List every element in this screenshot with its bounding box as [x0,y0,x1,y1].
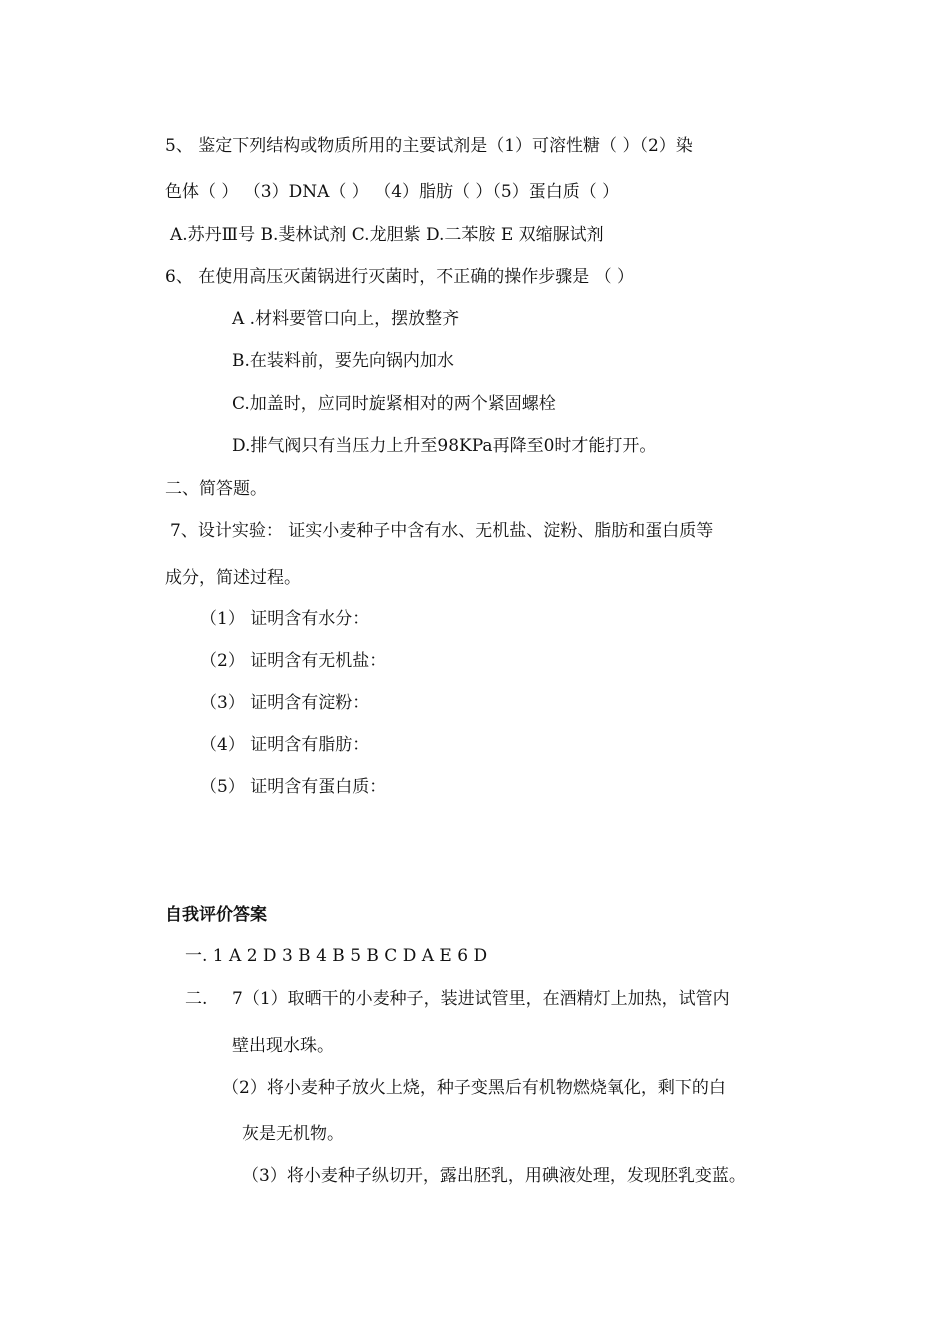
q7-item-1: （1） 证明含有水分： [200,609,370,629]
section-heading-short-answer: 二、简答题。 [165,479,267,499]
q6-option-d: D.排气阀只有当压力上升至98KPa再降至0时才能打开。 [232,436,657,456]
answers-part-2-label: 二. [185,989,208,1009]
answer-7-2-line-2: 灰是无机物。 [242,1124,344,1144]
q7-item-5: （5） 证明含有蛋白质： [200,777,387,797]
answer-7-1-line-1: 7（1）取晒干的小麦种子，装进试管里，在酒精灯上加热，试管内 [232,989,730,1009]
q5-line-2: 色体（ ） （3）DNA（ ） （4）脂肪（ ）（5）蛋白质（ ） [165,182,620,202]
q7-line-2: 成分，简述过程。 [165,568,301,588]
q7-item-2: （2） 证明含有无机盐： [200,651,387,671]
q7-line-1: 7、设计实验： 证实小麦种子中含有水、无机盐、淀粉、脂肪和蛋白质等 [170,521,714,541]
answer-7-1-line-2: 壁出现水珠。 [232,1036,334,1056]
q6-option-a: A .材料要管口向上，摆放整齐 [232,309,460,329]
q7-item-3: （3） 证明含有淀粉： [200,693,370,713]
q5-options: A.苏丹Ⅲ号 B.斐林试剂 C.龙胆紫 D.二苯胺 E 双缩脲试剂 [170,225,604,245]
answers-heading: 自我评价答案 [165,905,267,925]
q6-stem: 6、 在使用高压灭菌锅进行灭菌时，不正确的操作步骤是 （ ） [165,267,635,287]
q7-item-4: （4） 证明含有脂肪： [200,735,370,755]
answer-7-3-line-1: （3）将小麦种子纵切开，露出胚乳，用碘液处理，发现胚乳变蓝。 [242,1166,746,1186]
answers-part-1: 一. 1 A 2 D 3 B 4 B 5 B C D A E 6 D [185,946,488,966]
answer-7-2-line-1: （2）将小麦种子放火上烧，种子变黑后有机物燃烧氧化，剩下的白 [222,1078,726,1098]
q6-option-b: B.在装料前，要先向锅内加水 [232,351,454,371]
q6-option-c: C.加盖时，应同时旋紧相对的两个紧固螺栓 [232,394,556,414]
q5-line-1: 5、 鉴定下列结构或物质所用的主要试剂是（1）可溶性糖（ ）（2）染 [165,136,693,156]
